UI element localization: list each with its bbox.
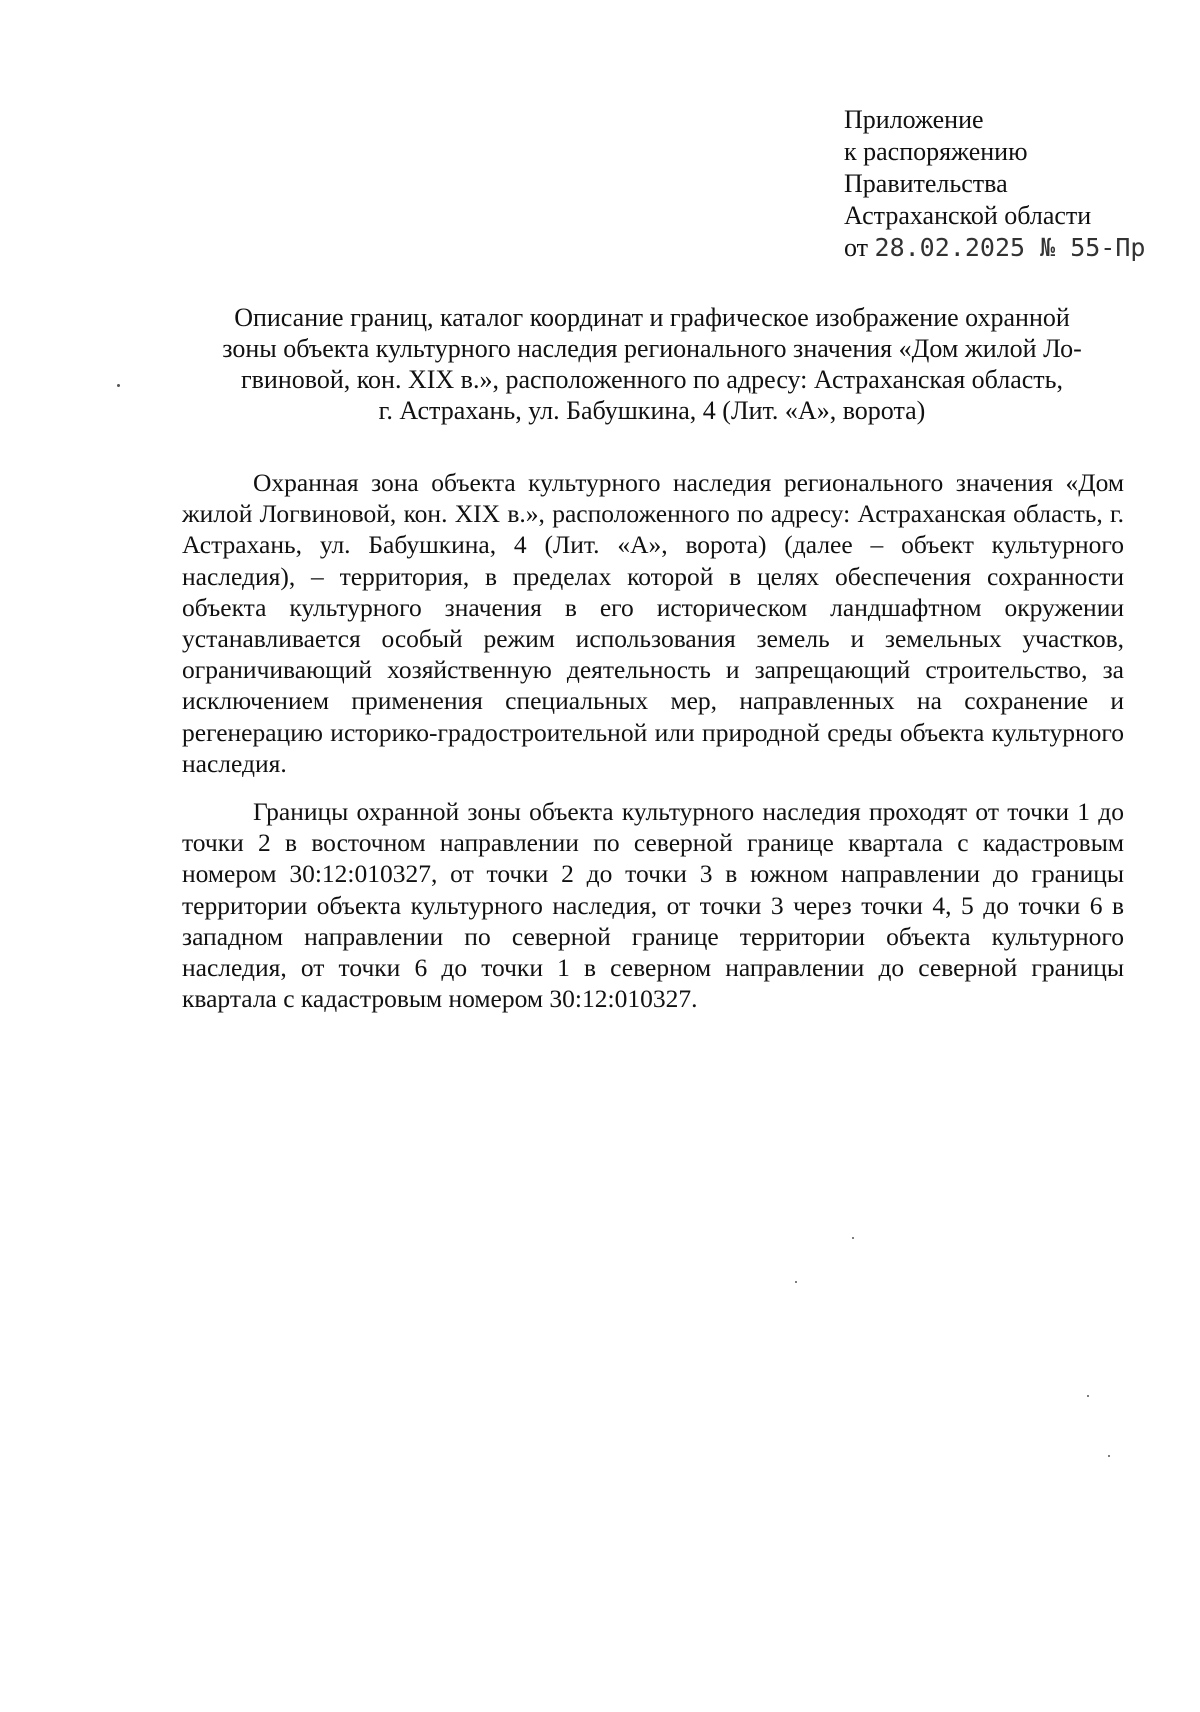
scan-speck (1108, 1455, 1110, 1457)
scan-speck (852, 1237, 854, 1239)
appendix-line-4: Астраханской области (844, 201, 1092, 230)
scan-speck (117, 384, 120, 387)
title-line-1: Описание границ, каталог координат и графическое изображение охранной (234, 303, 1070, 332)
title-line-2: зоны объекта культурного наследия регионального значения «Дом жилой Ло- (222, 334, 1082, 363)
scan-speck (795, 1281, 797, 1283)
document-title (178, 302, 1126, 426)
title-line-4: г. Астрахань, ул. Бабушкина, 4 (Лит. «А», ворота) (378, 396, 926, 425)
date-stamp: 28.02.2025 № 55-Пр (874, 233, 1146, 262)
date-prefix: от (844, 233, 869, 262)
title-line-3: гвиновой, кон. XIX в.», расположенного по адресу: Астраханская область, (240, 365, 1064, 394)
body-paragraph-1: Охранная зона объекта культурного наследия регионального значения «Дом жилой Логвиновой, кон. XIX в.», расположенного по адресу: Астраханская область, г. Астрахань, ул. Бабушкина, 4 (Лит. «А», ворота) (далее – объект культурного наследия), – территория, в пределах которой в целях обеспечения сохранности объекта культурного значения в его историческом ландшафтном окружении устанавливается особый режим использования земель и земельных участков, ограничивающий хозяйственную деятельность и запрещающий строительство, за исключением применения специальных мер, направленных на сохранение и регенерацию историко-градостроительной или природной среды объекта культурного наследия. (182, 468, 1124, 778)
body-paragraph-2: Границы охранной зоны объекта культурного наследия проходят от точки 1 до точки 2 в восточном направлении по северной границе квартала с кадастровым номером 30:12:010327, от точки 2 до точки 3 в южном направлении до границы территории объекта культурного наследия, от точки 3 через точки 4, 5 до точки 6 в западном направлении по северной границе территории объекта культурного наследия, от точки 6 до точки 1 в северном направлении до северной границы квартала с кадастровым номером 30:12:010327. (182, 797, 1124, 1014)
appendix-line-2: к распоряжению (844, 137, 1028, 166)
appendix-header (844, 104, 1145, 264)
appendix-line-1: Приложение (844, 105, 984, 134)
scan-speck (1087, 1395, 1089, 1397)
appendix-line-3: Правительства (844, 169, 1008, 198)
appendix-date-line (844, 232, 1145, 264)
